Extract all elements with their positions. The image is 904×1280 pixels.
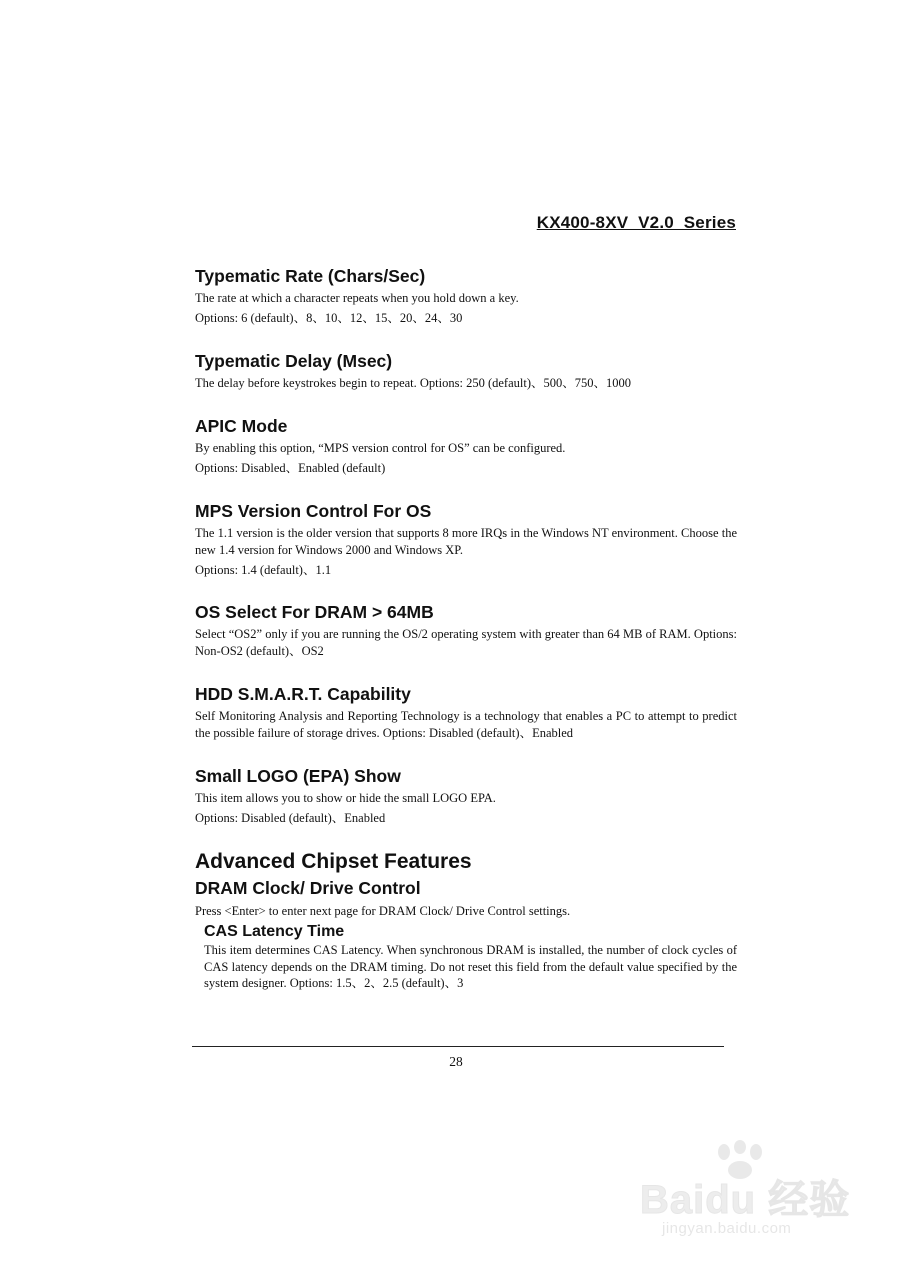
section-text-apic-options: Options: Disabled、Enabled (default) — [195, 461, 386, 475]
footer-divider — [192, 1046, 724, 1047]
section-text-apic-desc: By enabling this option, “MPS version control for OS” can be configured. — [195, 441, 566, 455]
section-text-small-logo-options: Options: Disabled (default)、Enabled — [195, 811, 386, 825]
section-heading-hdd-smart: HDD S.M.A.R.T. Capability — [195, 684, 411, 704]
baidu-watermark — [640, 1140, 880, 1260]
section-heading-os-select: OS Select For DRAM > 64MB — [195, 602, 434, 622]
document-header-title: KX400-8XV V2.0 Series — [536, 213, 736, 232]
section-heading-typematic-delay: Typematic Delay (Msec) — [195, 351, 393, 371]
subsection-text-cas-latency: This item determines CAS Latency. When synchronous DRAM is installed, the number of clock cycles of CAS latency depends on the DRAM timing. Do not reset this field from the default value specified by the system designer. Options: 1.5、2、2.5 (default)、3 — [204, 943, 737, 990]
section-text-hdd-smart: Self Monitoring Analysis and Reporting Technology is a technology that enables a PC to attempt to predict the possible failure of storage drives. Options: Disabled (default)、Enabled — [195, 709, 737, 740]
section-text-mps-options: Options: 1.4 (default)、1.1 — [195, 563, 332, 577]
chapter-heading-advanced-chipset: Advanced Chipset Features — [195, 850, 472, 873]
section-text-small-logo-desc: This item allows you to show or hide the small LOGO EPA. — [195, 791, 496, 805]
section-heading-small-logo: Small LOGO (EPA) Show — [195, 766, 401, 786]
section-text-os-select: Select “OS2” only if you are running the OS/2 operating system with greater than 64 MB of RAM. Options: Non-OS2 (default)、OS2 — [195, 627, 737, 658]
section-text-mps-desc: The 1.1 version is the older version that supports 8 more IRQs in the Windows NT environment. Choose the new 1.4 version for Windows 2000 and Windows XP. — [195, 526, 737, 557]
subsection-heading-cas-latency: CAS Latency Time — [204, 923, 345, 940]
section-heading-typematic-rate: Typematic Rate (Chars/Sec) — [195, 266, 426, 286]
watermark-url: jingyan.baidu.com — [662, 1220, 792, 1237]
watermark-brand: Baidu 经验 — [640, 1178, 851, 1222]
section-heading-apic-mode: APIC Mode — [195, 416, 288, 436]
section-heading-dram-clock: DRAM Clock/ Drive Control — [195, 878, 421, 898]
section-text-typematic-rate-options: Options: 6 (default)、8、10、12、15、20、24、30 — [195, 311, 463, 325]
section-heading-mps-version: MPS Version Control For OS — [195, 501, 432, 521]
page-number: 28 — [449, 1054, 463, 1069]
section-text-dram-clock: Press <Enter> to enter next page for DRAM Clock/ Drive Control settings. — [195, 904, 571, 918]
section-text-typematic-delay: The delay before keystrokes begin to repeat. Options: 250 (default)、500、750、1000 — [195, 376, 631, 390]
section-text-typematic-rate-desc: The rate at which a character repeats when you hold down a key. — [195, 291, 519, 305]
